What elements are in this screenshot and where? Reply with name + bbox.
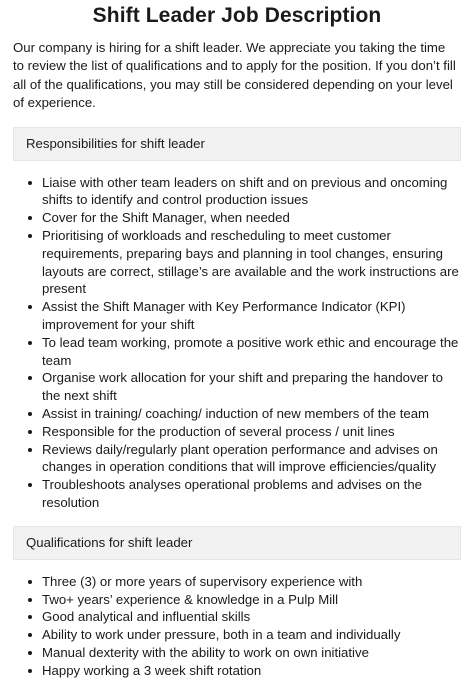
qualifications-heading: Qualifications for shift leader [13, 526, 461, 560]
list-item: Happy working a 3 week shift rotation [25, 662, 461, 680]
intro-paragraph: Our company is hiring for a shift leader. We appreciate you taking the time to review the list of qualifications and to apply for the position. If you don’t fill all of the qualifications, you may still be considered depending on your level of experience. [13, 40, 456, 111]
list-item: Reviews daily/regularly plant operation performance and advises on changes in operation conditions that will improve efficiencies/quality [25, 441, 461, 477]
list-item: Ability to work under pressure, both in a team and individually [25, 626, 461, 644]
page-title: Shift Leader Job Description [92, 4, 382, 27]
responsibilities-heading: Responsibilities for shift leader [13, 127, 461, 161]
qualifications-section [13, 526, 461, 680]
list-item: Assist the Shift Manager with Key Performance Indicator (KPI) improvement for your shift [25, 298, 461, 334]
list-item: Liaise with other team leaders on shift and on previous and oncoming shifts to identify and control production issues [25, 174, 461, 210]
list-item: Manual dexterity with the ability to work on own initiative [25, 644, 461, 662]
responsibilities-section [13, 127, 461, 512]
responsibilities-list [13, 174, 461, 512]
list-item: Troubleshoots analyses operational problems and advises on the resolution [25, 476, 461, 512]
list-item: Cover for the Shift Manager, when needed [25, 209, 461, 227]
list-item: Good analytical and influential skills [25, 608, 461, 626]
list-item: Organise work allocation for your shift and preparing the handover to the next shift [25, 369, 461, 405]
list-item: Responsible for the production of several process / unit lines [25, 423, 461, 441]
qualifications-list [13, 573, 461, 680]
list-item: Assist in training/ coaching/ induction of new members of the team [25, 405, 461, 423]
list-item: Three (3) or more years of supervisory experience with [25, 573, 461, 591]
list-item: Prioritising of workloads and rescheduling to meet customer requirements, preparing bays and planning in tool changes, ensuring layouts are correct, stillage’s are available and the work instructions are present [25, 227, 461, 298]
list-item: Two+ years’ experience & knowledge in a Pulp Mill [25, 591, 461, 609]
list-item: To lead team working, promote a positive work ethic and encourage the team [25, 334, 461, 370]
